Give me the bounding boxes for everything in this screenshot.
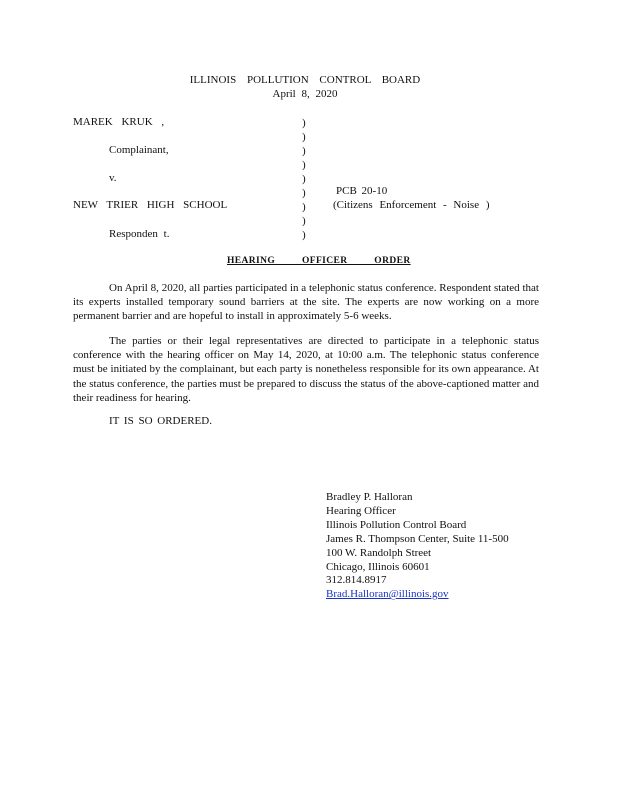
case-number: PCB 20-10 [336, 185, 388, 197]
paren: ) [302, 131, 306, 143]
order-title: HEARING OFFICER ORDER [227, 256, 411, 266]
paren: ) [302, 117, 306, 129]
signer-building: James R. Thompson Center, Suite 11-500 [326, 532, 509, 545]
paren: ) [302, 215, 306, 227]
paren: ) [302, 173, 306, 185]
signer-name: Bradley P. Halloran [326, 491, 413, 503]
complainant-role: Complainant, [109, 144, 169, 156]
paren: ) [302, 187, 306, 199]
signer-phone: 312.814.8917 [326, 574, 387, 587]
signer-street: 100 W. Randolph Street [326, 546, 432, 559]
agency-title: ILLINOIS POLLUTION CONTROL BOARD [189, 74, 421, 86]
paren: ) [302, 159, 306, 171]
paren: ) [302, 145, 306, 157]
signer-email-link[interactable]: Brad.Halloran@illinois.gov [326, 588, 449, 601]
body-paragraph-2: The parties or their legal representatives are directed to participate in a telephonic status conference with the hearing officer on May 14, 2020, at 10:00 a.m. The telephonic status conference must be initiated by the complainant, but each party is nonetheless responsible for its own appearance. At the status conference, the parties must be prepared to discuss the status of the above-captioned matter and their readiness for hearing. [73, 335, 539, 404]
signer-title: Hearing Officer [326, 504, 396, 517]
paren: ) [302, 201, 306, 213]
body-paragraph-1: On April 8, 2020, all parties participated in a telephonic status conference. Respondent stated that its experts installed temporary sound barriers at the site. The experts are now working on a more permanent barrier and are hopeful to install in approximately 5-6 weeks. [73, 282, 539, 323]
signer-city: Chicago, Illinois 60601 [326, 560, 430, 573]
case-type: (Citizens Enforcement - Noise ) [333, 199, 490, 211]
signature-block [326, 491, 509, 602]
respondent-role: Responden t. [109, 228, 170, 240]
paren: ) [302, 229, 306, 241]
signer-agency: Illinois Pollution Control Board [326, 518, 467, 531]
closing-statement: IT IS SO ORDERED. [109, 415, 212, 427]
respondent-name: NEW TRIER HIGH SCHOOL [73, 199, 228, 211]
document-date: April 8, 2020 [272, 88, 338, 100]
complainant-name: MAREK KRUK , [73, 116, 165, 128]
versus-label: v. [109, 172, 117, 184]
caption-parens [302, 116, 306, 242]
